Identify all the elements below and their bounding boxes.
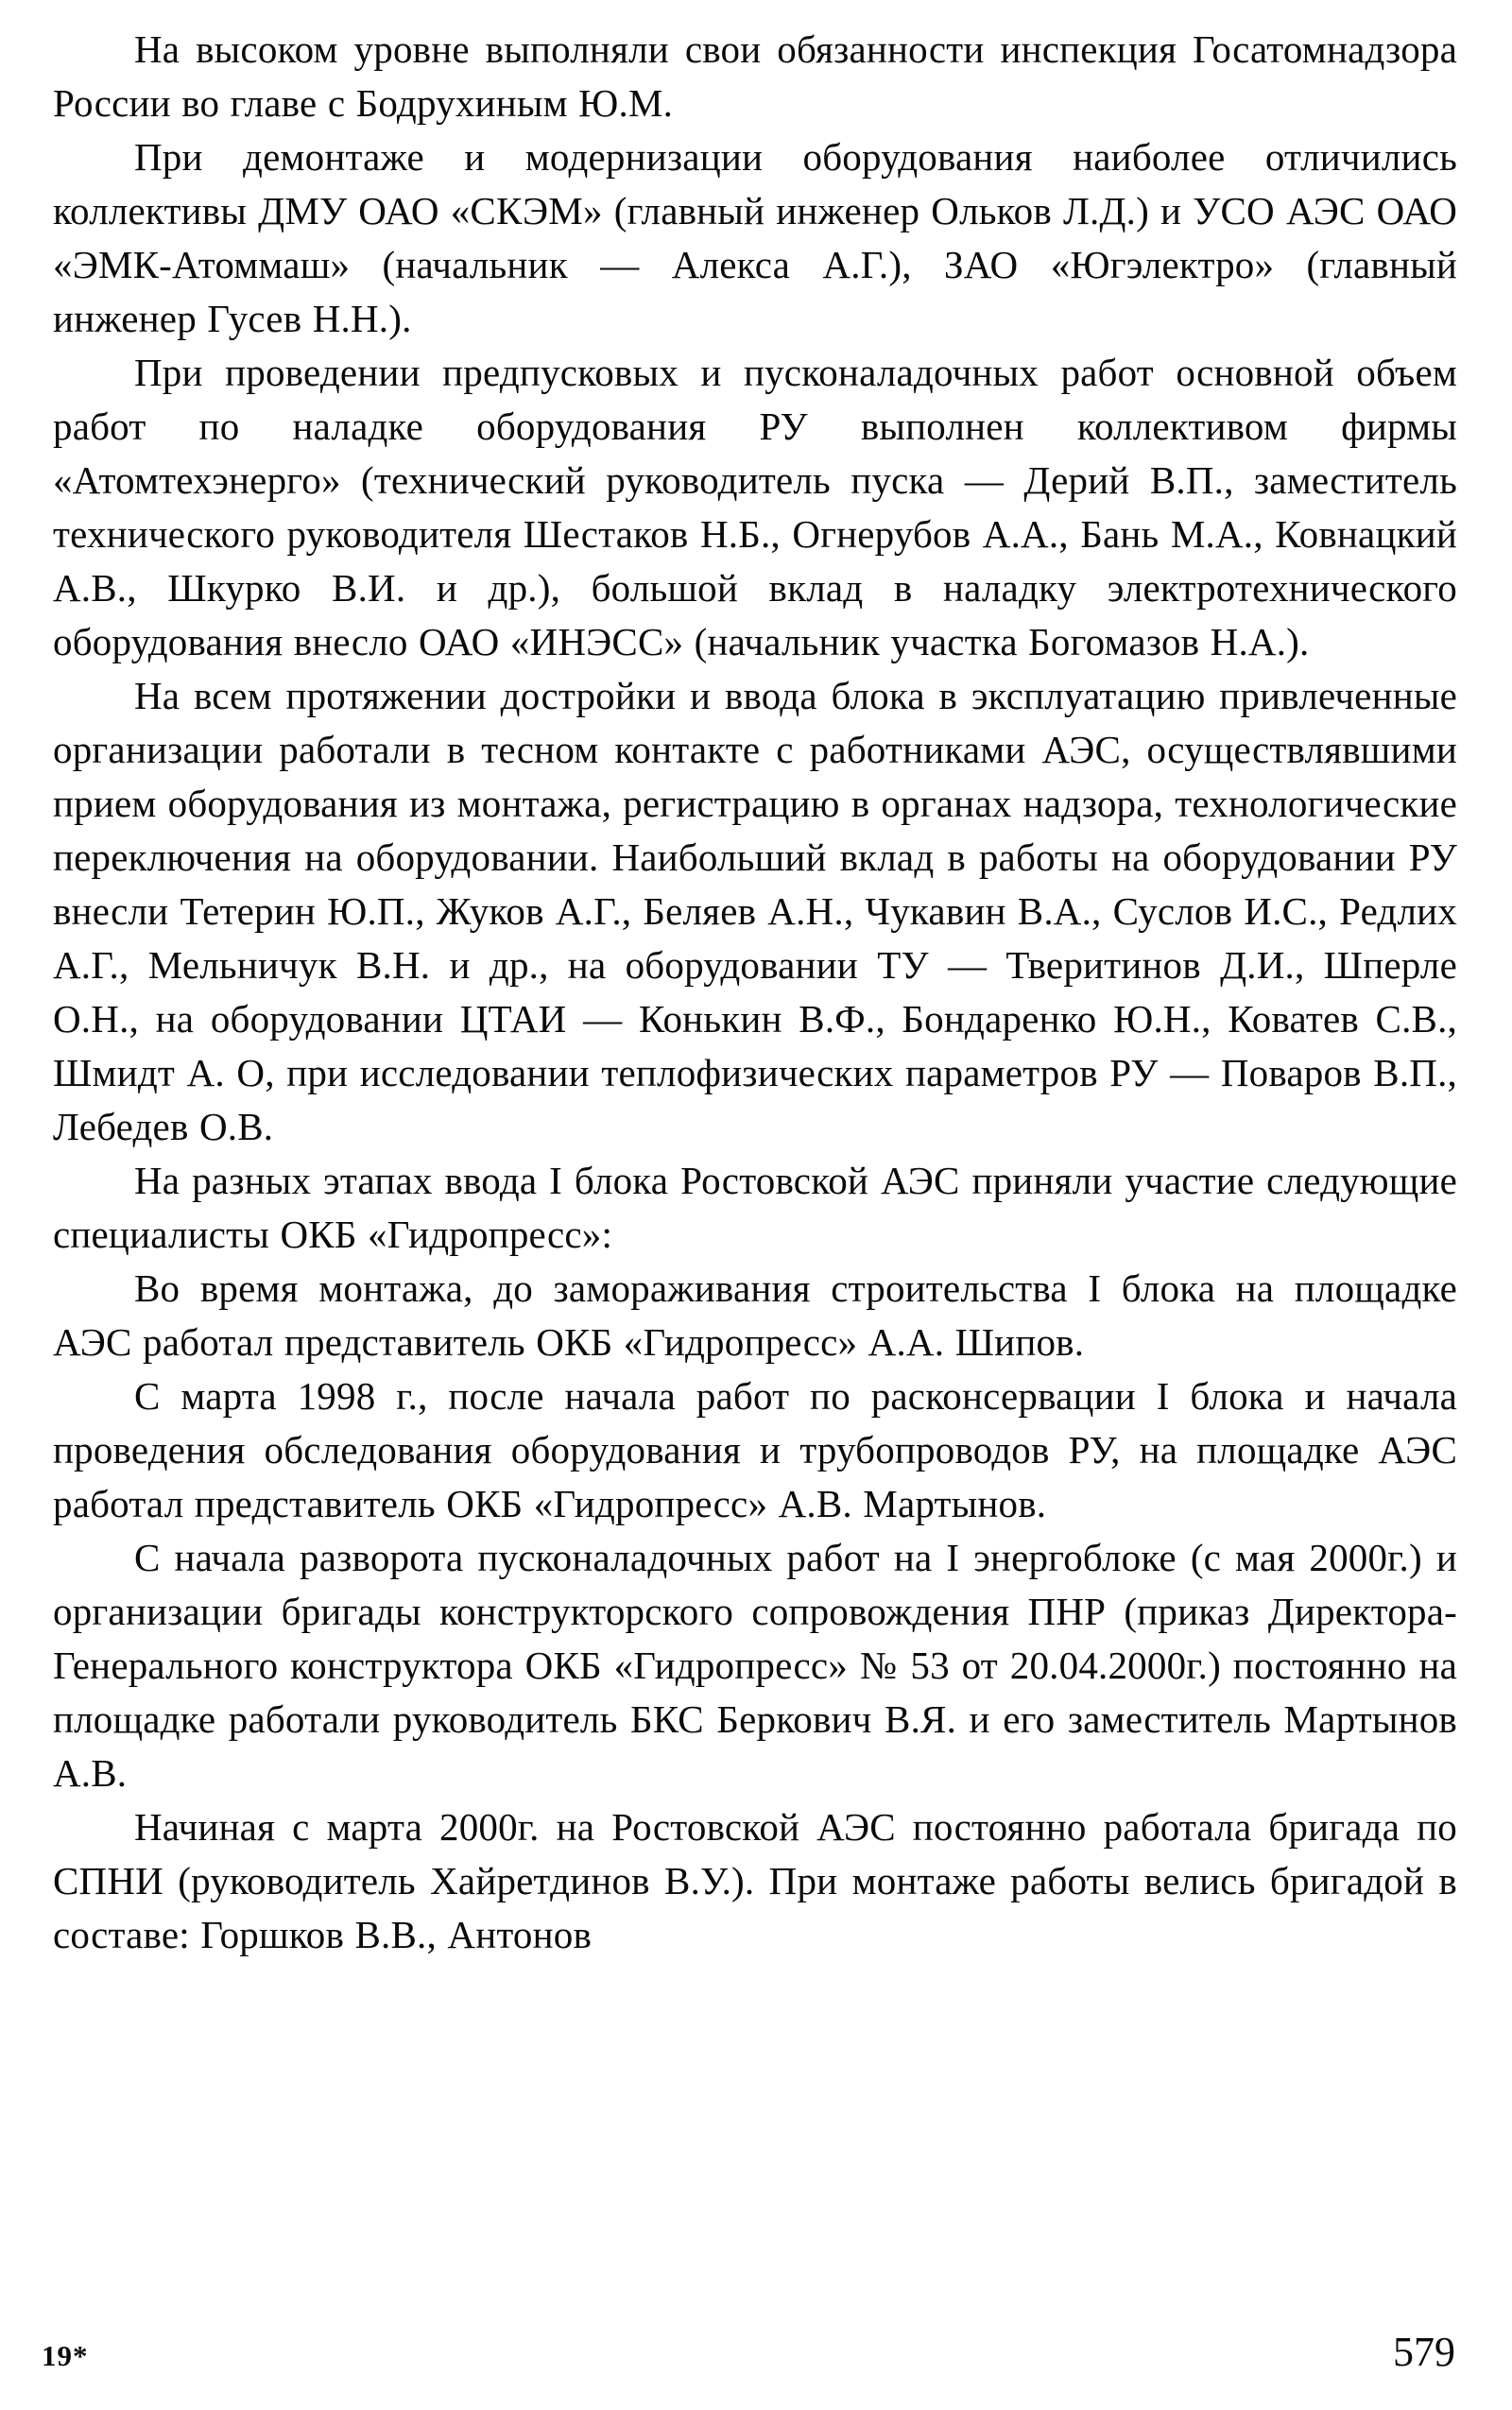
paragraph: Начиная с марта 2000г. на Ростовской АЭС постоянно работала бригада по СПНИ (руководитель Хайретдинов В.У.). При монтаже работы велись бригадой в составе: Горшков В.В., Антонов <box>53 1805 1457 1956</box>
page-text-block <box>53 23 1457 1962</box>
paragraph: С марта 1998 г., после начала работ по расконсервации I блока и начала проведения обследования оборудования и трубопроводов РУ, на площадке АЭС работал представитель ОКБ «Гидропресс» А.В. Мартынов. <box>53 1374 1457 1525</box>
paragraph: При демонтаже и модернизации оборудования наиболее отличились коллективы ДМУ ОАО «СКЭМ» (главный инженер Ольков Л.Д.) и УСО АЭС ОАО «ЭМК-Атоммаш» (начальник — Алекса А.Г.), ЗАО «Югэлектро» (главный инженер Гусев Н.Н.). <box>53 135 1457 340</box>
paragraph: На разных этапах ввода I блока Ростовской АЭС приняли участие следующие специалисты ОКБ «Гидропресс»: <box>53 1159 1457 1256</box>
paragraph: На высоком уровне выполняли свои обязанности инспекция Госатомнадзора России во главе с Бодрухиным Ю.М. <box>53 27 1457 125</box>
paragraph: Во время монтажа, до замораживания строительства I блока на площадке АЭС работал представитель ОКБ «Гидропресс» А.А. Шипов. <box>53 1266 1457 1364</box>
paragraph: При проведении предпусковых и пусконаладочных работ основной объем работ по наладке оборудования РУ выполнен коллективом фирмы «Атомтехэнерго» (технический руководитель пуска — Дерий В.П., заместитель технического руководителя Шестаков Н.Б., Огнерубов А.А., Бань М.А., Ковнацкий А.В., Шкурко В.И. и др.), большой вклад в наладку электротехнического оборудования внесло ОАО «ИНЭСС» (начальник участка Богомазов Н.А.). <box>53 351 1457 663</box>
printer-signature-mark: 19* <box>42 2339 89 2372</box>
paragraph: На всем протяжении достройки и ввода блока в эксплуатацию привлеченные организации работали в тесном контакте с работниками АЭС, осуществлявшими прием оборудования из монтажа, регистрацию в органах надзора, технологические переключения на оборудовании. Наибольший вклад в работы на оборудовании РУ внесли Тетерин Ю.П., Жуков А.Г., Беляев А.Н., Чукавин В.А., Суслов И.С., Редлих А.Г., Мельничук В.Н. и др., на оборудовании ТУ — Тверитинов Д.И., Шперле О.Н., на оборудовании ЦТАИ — Конькин В.Ф., Бондаренко Ю.Н., Коватев С.В., Шмидт А. О, при исследовании теплофизических параметров РУ — Поваров В.П., Лебедев О.В. <box>53 674 1457 1148</box>
page-number: 579 <box>1393 2329 1455 2375</box>
page-footer <box>42 2328 1455 2376</box>
paragraph: С начала разворота пусконаладочных работ на I энергоблоке (с мая 2000г.) и организации бригады конструкторского сопровождения ПНР (приказ Директора-Генерального конструктора ОКБ «Гидропресс» № 53 от 20.04.2000г.) постоянно на площадке работали руководитель БКС Беркович В.Я. и его заместитель Мартынов А.В. <box>53 1536 1457 1795</box>
